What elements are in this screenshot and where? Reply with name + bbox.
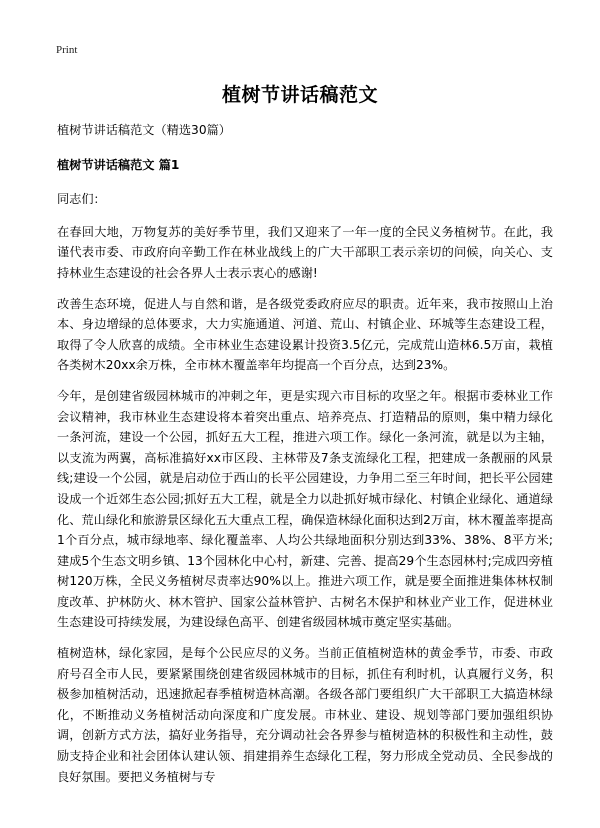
paragraph-2: 改善生态环境，促进人与自然和谐，是各级党委政府应尽的职责。近年来，我市按照山上治本、身边增绿的总体要求，大力实施通道、河道、荒山、村镇企业、环城等生态建设工程，取得了令人欣喜的成绩。全市林业生态建设累计投资3.5亿元，完成荒山造林6.5万亩，栽植各类树木20xx余万株，全市林木覆盖率年均提高一个百分点，达到23%。 — [57, 296, 553, 373]
paragraph-4: 植树造林，绿化家园，是每个公民应尽的义务。当前正值植树造林的黄金季节，市委、市政府号召全市人民，要紧紧围绕创建省级园林城市的目标，抓住有利时机，认真履行义务，积极参加植树活动，迅速掀起春季植树造林高潮。各级各部门要组织广大干部职工大搞造林绿化，不断推动义务植树活动向深度和广度发展。市林业、建设、规划等部门要加强组织协调，创新方式方法，搞好业务指导，充分调动社会各界参与植树造林的积极性和主动性，鼓励支持企业和社会团体认建认领、捐建捐养生态绿化工程，努力形成全党动员、全民参战的良好氛围。要把义务植树与专 — [57, 646, 553, 784]
section-heading: 植树节讲话稿范文 篇1 — [57, 157, 180, 172]
page-title: 植树节讲话稿范文 — [221, 84, 378, 106]
document-subtitle: 植树节讲话稿范文（精选30篇） — [57, 123, 231, 137]
salutation: 同志们： — [57, 192, 106, 207]
print-label: Print — [56, 44, 78, 56]
paragraph-1: 在春回大地，万物复苏的美好季节里，我们又迎来了一年一度的全民义务植树节。在此，我谨代表市委、市政府向辛勤工作在林业战线上的广大干部职工表示亲切的问候，向关心、支持林业生态建设的社会各界人士表示衷心的感谢! — [57, 224, 553, 280]
paragraph-3: 今年，是创建省级园林城市的冲刺之年，更是实现六市目标的攻坚之年。根据市委林业工作会议精神，我市林业生态建设将本着突出重点、培养亮点、打造精品的原则，集中精力绿化一条河流，建设一个公园，抓好五大工程，推进六项工作。绿化一条河流，就是以为主轴，以支流为两翼，高标准搞好xx市区段、主林带及7条支流绿化工程，把建成一条靓丽的风景线;建设一个公园，就是启动位于西山的长平公园建设，力争用二至三年时间，把长平公园建设成一个近郊生态公园;抓好五大工程，就是全力以赴抓好城市绿化、村镇企业绿化、通道绿化、荒山绿化和旅游景区绿化五大重点工程，确保造林绿化面积达到2万亩，林木覆盖率提高1个百分点，城市绿地率、绿化覆盖率、人均公共绿地面积分别达到33%、38%、8平方米;建成5个生态文明乡镇、13个园林化中心村，新建、完善、提高29个生态园林村;完成四旁植树120万株，全民义务植树尽责率达90%以上。推进六项工作，就是要全面推进集体林权制度改革、护林防火、林木管护、国家公益林管护、古树名木保护和林业产业工作，促进林业生态建设可持续发展，为建设绿色高平、创建省级园林城市奠定坚实基础。 — [57, 388, 553, 630]
document-body — [57, 120, 553, 797]
